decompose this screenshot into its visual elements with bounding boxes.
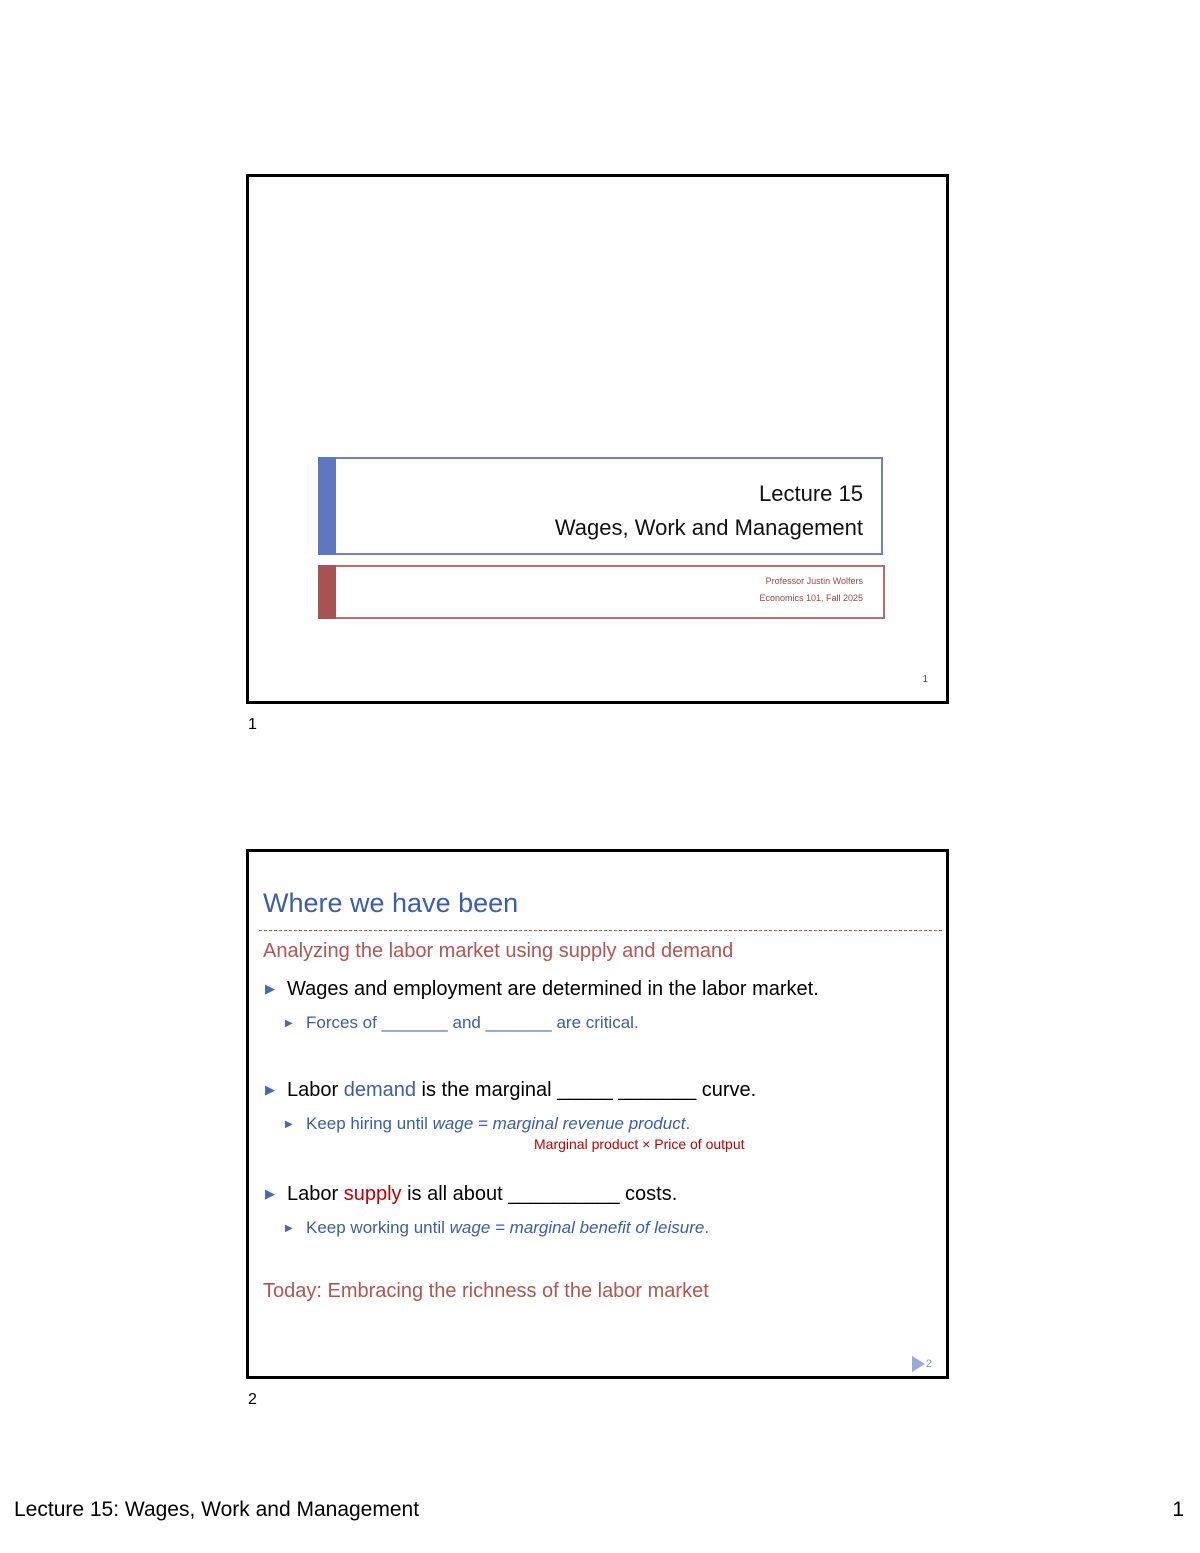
course-name: Economics 101, Fall 2025 <box>759 593 863 603</box>
slide-1 <box>246 174 949 704</box>
slide-2-page-label: 2 <box>248 1391 257 1408</box>
lecture-number: Lecture 15 <box>759 481 863 506</box>
professor-name: Professor Justin Wolfers <box>765 576 863 586</box>
slide-title: Where we have been <box>263 888 519 918</box>
section-heading: Analyzing the labor market using supply and demand <box>263 940 734 962</box>
lecture-title: Wages, Work and Management <box>554 515 863 540</box>
bullet-arrow-icon: ▶ <box>285 1223 293 1234</box>
slide-number: 2 <box>912 1356 932 1372</box>
supply-highlight: supply <box>343 1183 402 1205</box>
bullet-arrow-icon: ▶ <box>285 1119 293 1130</box>
sub-bullet-forces: ▶ Forces of _______ and _______ are critical. <box>285 1013 639 1032</box>
sub-bullet-working: ▶ Keep working until wage = marginal benefit of leisure. <box>285 1218 710 1237</box>
mrp-note: Marginal product × Price of output <box>534 1136 745 1152</box>
subtitle-accent-bar <box>318 565 336 619</box>
slide-2 <box>246 849 949 1379</box>
footer-page-number: 1 <box>1172 1498 1184 1521</box>
slide-number: 1 <box>922 674 928 685</box>
title-box <box>318 457 883 555</box>
sub-bullet-hiring: ▶ Keep hiring until wage = marginal revenue product. <box>285 1114 691 1133</box>
footer-title: Lecture 15: Wages, Work and Management <box>14 1498 420 1521</box>
bullet-labor-supply: ▶ Labor supply is all about __________ costs. <box>265 1183 678 1205</box>
bullet-labor-demand: ▶ Labor demand is the marginal _____ _______ curve. <box>265 1079 757 1101</box>
bullet-arrow-icon: ▶ <box>285 1018 293 1029</box>
title-divider <box>259 930 942 931</box>
bullet-arrow-icon: ▶ <box>265 1082 275 1097</box>
bullet-arrow-icon: ▶ <box>265 1186 275 1201</box>
slide-marker-icon <box>912 1356 925 1372</box>
subtitle-box <box>318 565 885 619</box>
demand-highlight: demand <box>343 1079 416 1101</box>
title-accent-bar <box>318 457 336 555</box>
today-heading: Today: Embracing the richness of the labor market <box>263 1280 709 1302</box>
bullet-wages: ▶ Wages and employment are determined in the labor market. <box>265 978 819 1000</box>
bullet-arrow-icon: ▶ <box>265 981 275 996</box>
slide-1-page-label: 1 <box>248 716 257 733</box>
